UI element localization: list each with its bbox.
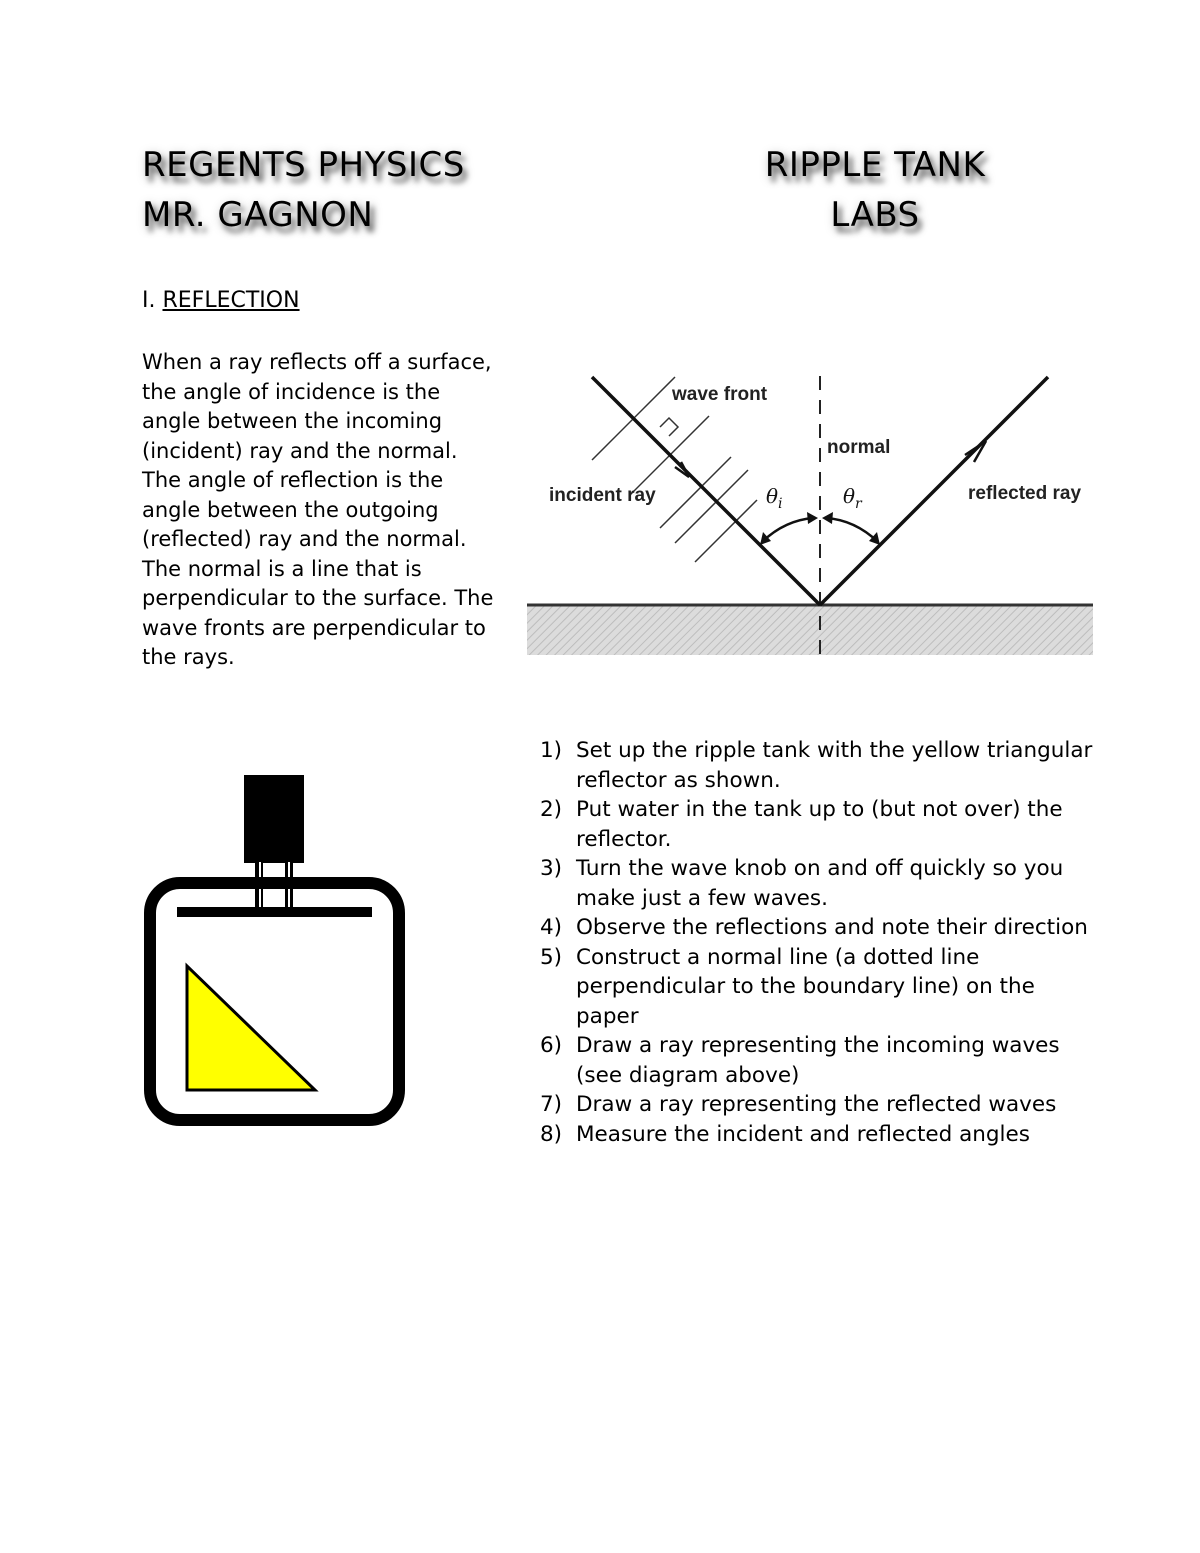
theta-i-arc	[762, 518, 814, 542]
theta-i-arc-arrow-end	[760, 532, 771, 545]
theta-r-arc	[826, 518, 878, 542]
normal-label: normal	[827, 437, 891, 458]
section-title: REFLECTION	[162, 288, 300, 313]
list-item: 2) Put water in the tank up to (but not over) the reflector.	[540, 797, 1063, 852]
right-angle-marker	[660, 418, 678, 436]
theta-r-arc-arrow	[822, 512, 833, 524]
ripple-tank-figure	[140, 770, 410, 1132]
header-left	[142, 140, 465, 240]
wave-front-label: wave front	[672, 384, 768, 405]
theta-i-arc-arrow	[807, 512, 818, 524]
list-item: 8) Measure the incident and reflected angles	[540, 1121, 1030, 1147]
theta-r-label: $\theta_r$	[843, 484, 862, 512]
list-item: 5) Construct a normal line (a dotted line perpendicular to the boundary line) on the paper	[540, 944, 1035, 1029]
wave-bar	[177, 907, 372, 917]
course-title: REGENTS PHYSICS	[142, 145, 465, 185]
intro-paragraph: When a ray reflects off a surface, the angle of incidence is the angle between the incoming (incident) ray and the normal. The angle of reflection is the angle between the outgoing (reflected) ray and the normal. The normal is a line that is perpendicular to the surface. The wave fronts are perpendicular to the rays.	[142, 350, 494, 669]
reflected-ray-label: reflected ray	[968, 483, 1082, 504]
theta-i-label: $\theta_i$	[766, 484, 783, 512]
procedure-steps	[540, 736, 1100, 1149]
theta-r-arc-arrow-end	[869, 532, 880, 545]
header-right	[740, 140, 1010, 240]
lab-title-line1: RIPPLE TANK	[764, 145, 986, 185]
list-item: 7) Draw a ray representing the reflected waves	[540, 1092, 1057, 1117]
lab-title-line2: LABS	[830, 195, 920, 235]
list-item: 6) Draw a ray representing the incoming waves (see diagram above)	[540, 1033, 1060, 1088]
wave-generator	[244, 775, 304, 863]
list-item: 4) Observe the reflections and note their direction	[540, 915, 1088, 940]
teacher-name: MR. GAGNON	[142, 195, 374, 235]
reflecting-surface	[527, 605, 1093, 655]
reflection-diagram	[527, 368, 1093, 658]
triangular-reflector	[187, 966, 315, 1090]
list-item: 1) Set up the ripple tank with the yellow triangular reflector as shown.	[540, 738, 1093, 793]
incident-ray-label: incident ray	[549, 485, 656, 506]
section-number: I.	[142, 288, 156, 313]
section-heading	[142, 288, 300, 313]
list-item: 3) Turn the wave knob on and off quickly so you make just a few waves.	[540, 856, 1064, 911]
